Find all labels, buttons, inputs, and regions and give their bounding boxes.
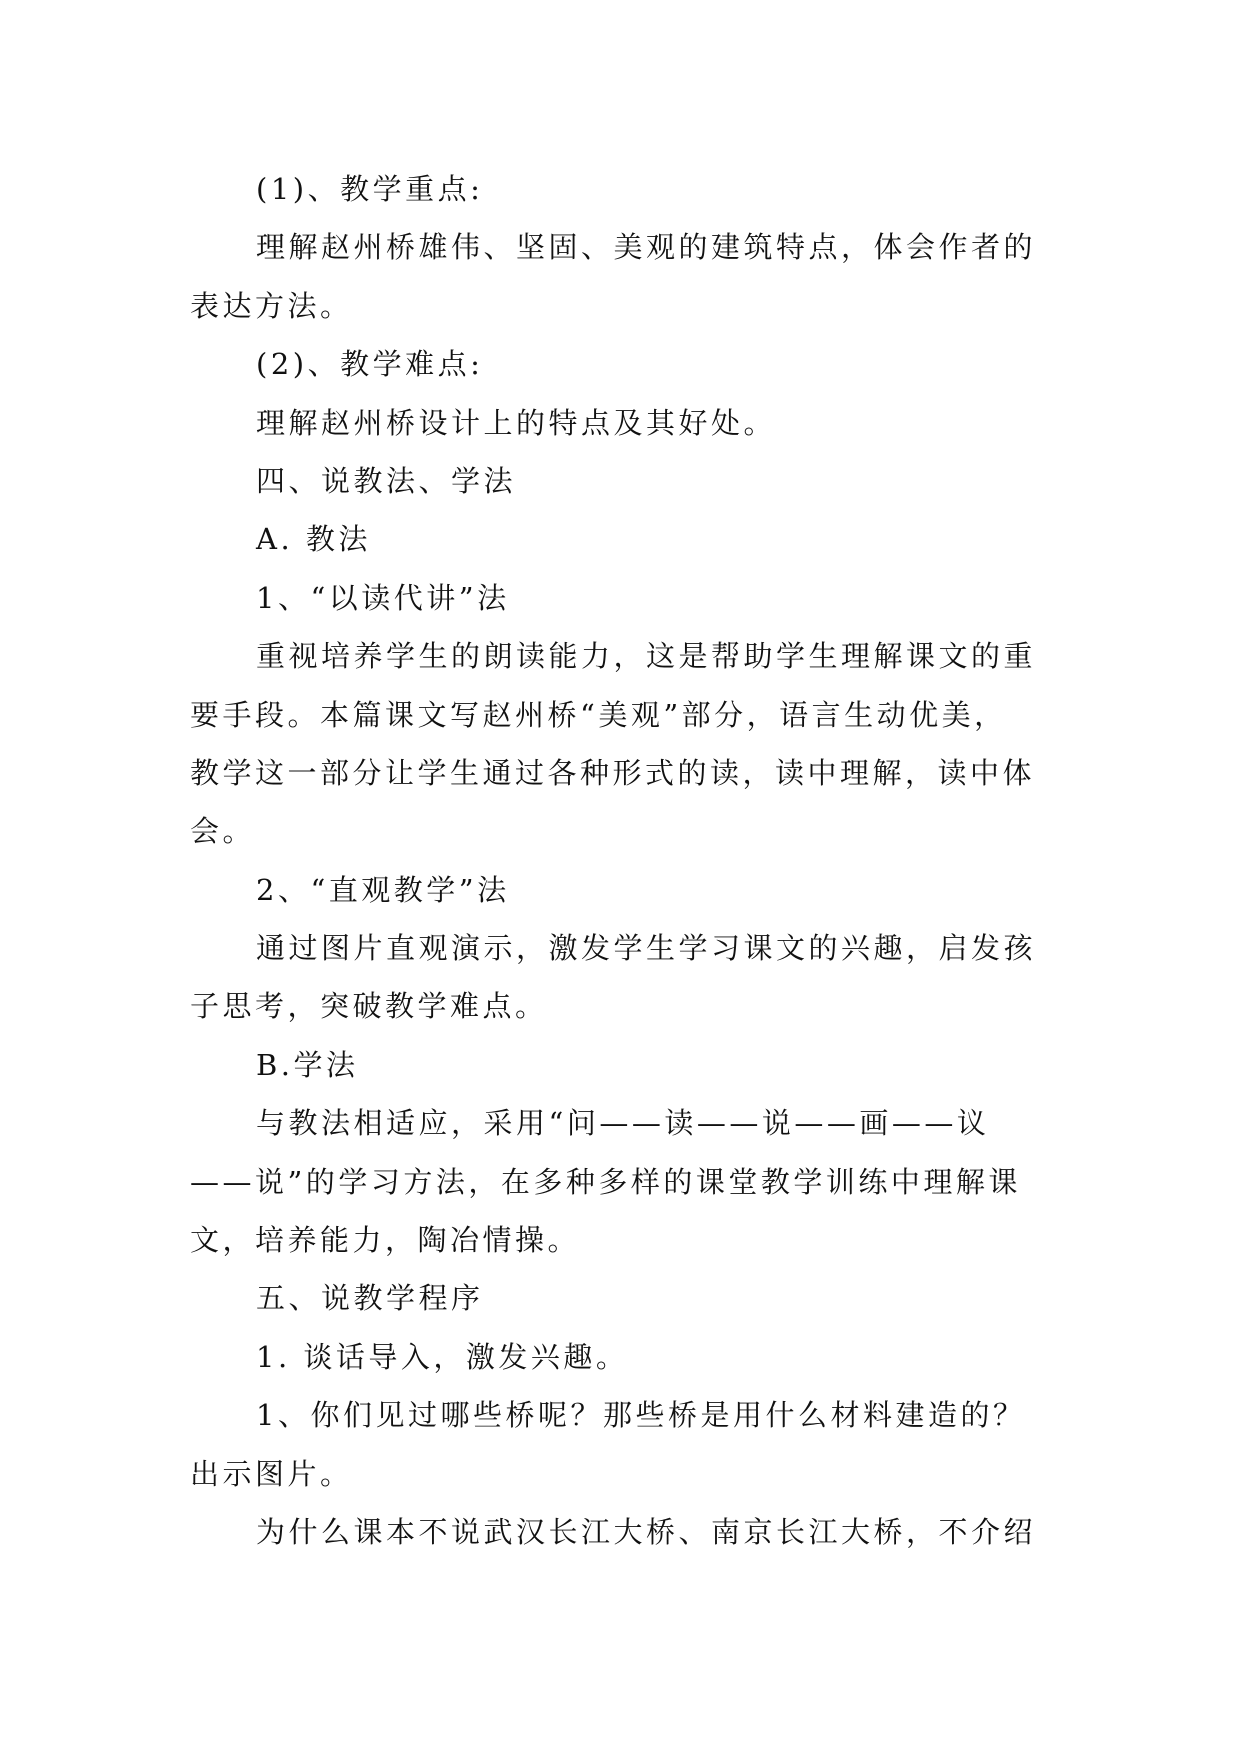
paragraph-line: 通过图片直观演示，激发学生学习课文的兴趣，启发孩 <box>256 931 1037 966</box>
paragraph-line: 理解赵州桥雄伟、坚固、美观的建筑特点，体会作者的 <box>256 230 1037 265</box>
paragraph-line: 文，培养能力，陶冶情操。 <box>190 1223 581 1258</box>
paragraph-line: 教学这一部分让学生通过各种形式的读，读中理解，读中体 <box>190 755 1036 790</box>
paragraph-line: 1、你们见过哪些桥呢？那些桥是用什么材料建造的？ <box>256 1398 1026 1433</box>
paragraph-line: 与教法相适应，采用“问——读——说——画——议 <box>256 1106 990 1141</box>
paragraph-line: 表达方法。 <box>190 288 353 323</box>
paragraph-line: 要手段。本篇课文写赵州桥“美观”部分，语言生动优美， <box>190 697 1007 732</box>
subheading-introduction: 1. 谈话导入，激发兴趣。 <box>256 1339 629 1374</box>
paragraph-line: 为什么课本不说武汉长江大桥、南京长江大桥，不介绍 <box>256 1514 1037 1549</box>
subheading-read-method: 1、“以读代讲”法 <box>256 580 510 615</box>
subheading-visual-method: 2、“直观教学”法 <box>256 872 510 907</box>
subheading-learning-method: B.学法 <box>256 1047 359 1082</box>
paragraph-line: 子思考，突破教学难点。 <box>190 989 548 1024</box>
paragraph-line: 会。 <box>190 814 256 849</box>
heading-teaching-focus: (1)、教学重点: <box>256 172 484 206</box>
document-body <box>190 160 1070 1561</box>
section-heading-methods: 四、说教法、学法 <box>256 463 517 498</box>
subheading-teaching-method: A. 教法 <box>256 522 371 557</box>
heading-teaching-difficulty: (2)、教学难点: <box>256 347 484 382</box>
paragraph-line: 重视培养学生的朗读能力，这是帮助学生理解课文的重 <box>256 639 1037 674</box>
paragraph-line: ——说”的学习方法，在多种多样的课堂教学训练中理解课 <box>190 1164 1021 1199</box>
paragraph-line: 理解赵州桥设计上的特点及其好处。 <box>256 405 777 440</box>
paragraph-line: 出示图片。 <box>190 1456 353 1491</box>
section-heading-procedure: 五、说教学程序 <box>256 1281 484 1316</box>
